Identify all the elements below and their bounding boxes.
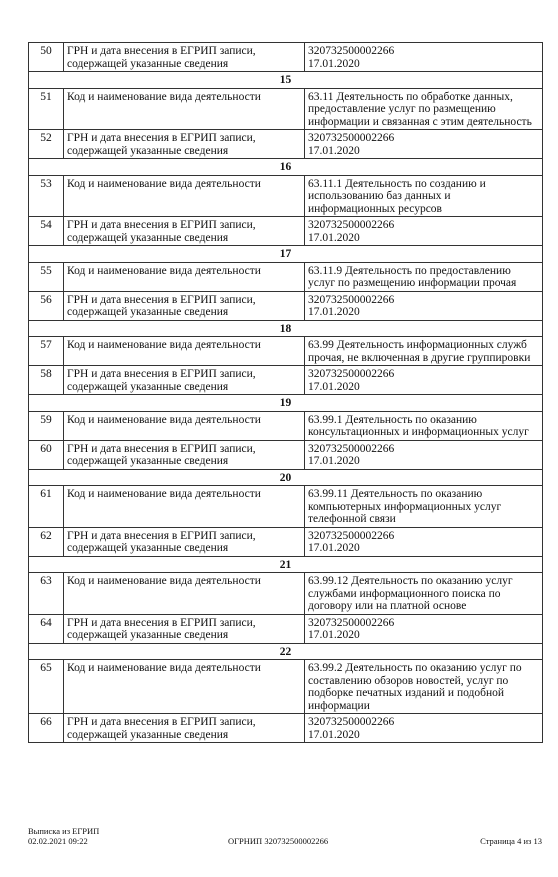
field-label: ГРН и дата внесения в ЕГРИП записи, содержащей указанные сведения	[64, 130, 305, 159]
field-value: 63.99.11 Деятельность по оказанию компьютерных информационных услуг телефонной связи	[305, 486, 543, 528]
field-value: 320732500002266 17.01.2020	[305, 366, 543, 395]
field-label: ГРН и дата внесения в ЕГРИП записи, содержащей указанные сведения	[64, 366, 305, 395]
record-row	[29, 88, 543, 130]
record-row	[29, 411, 543, 440]
field-label: Код и наименование вида деятельности	[64, 262, 305, 291]
row-number: 60	[29, 440, 64, 469]
record-row	[29, 291, 543, 320]
row-number: 54	[29, 217, 64, 246]
field-value: 320732500002266 17.01.2020	[305, 440, 543, 469]
section-number: 21	[29, 556, 543, 573]
section-header-row	[29, 72, 543, 89]
field-value: 320732500002266 17.01.2020	[305, 43, 543, 72]
field-label: Код и наименование вида деятельности	[64, 411, 305, 440]
footer-doc-title: Выписка из ЕГРИП	[28, 826, 100, 836]
section-header-row	[29, 320, 543, 337]
row-number: 62	[29, 527, 64, 556]
record-row	[29, 614, 543, 643]
record-row	[29, 573, 543, 615]
record-row	[29, 43, 543, 72]
field-label: ГРН и дата внесения в ЕГРИП записи, содержащей указанные сведения	[64, 614, 305, 643]
row-number: 56	[29, 291, 64, 320]
field-value: 320732500002266 17.01.2020	[305, 614, 543, 643]
field-label: ГРН и дата внесения в ЕГРИП записи, содержащей указанные сведения	[64, 527, 305, 556]
field-label: ГРН и дата внесения в ЕГРИП записи, содержащей указанные сведения	[64, 291, 305, 320]
section-number: 15	[29, 72, 543, 89]
field-value: 320732500002266 17.01.2020	[305, 291, 543, 320]
field-value: 63.99.1 Деятельность по оказанию консультационных и информационных услуг	[305, 411, 543, 440]
egrip-extract-table	[28, 42, 543, 743]
field-value: 320732500002266 17.01.2020	[305, 527, 543, 556]
row-number: 53	[29, 175, 64, 217]
footer-page-number: Страница 4 из 13	[480, 836, 542, 846]
section-number: 20	[29, 469, 543, 486]
field-value: 320732500002266 17.01.2020	[305, 217, 543, 246]
section-header-row	[29, 159, 543, 176]
row-number: 63	[29, 573, 64, 615]
section-number: 22	[29, 643, 543, 660]
record-row	[29, 486, 543, 528]
field-value: 63.11.1 Деятельность по созданию и использованию баз данных и информационных ресурсов	[305, 175, 543, 217]
field-value: 63.99.2 Деятельность по оказанию услуг по составлению обзоров новостей, услуг по подборке печатных изданий и подобной информации	[305, 660, 543, 714]
record-row	[29, 130, 543, 159]
row-number: 61	[29, 486, 64, 528]
record-row	[29, 440, 543, 469]
section-header-row	[29, 246, 543, 263]
section-header-row	[29, 643, 543, 660]
field-label: Код и наименование вида деятельности	[64, 573, 305, 615]
section-number: 19	[29, 395, 543, 412]
field-value: 63.11 Деятельность по обработке данных, предоставление услуг по размещению информации и связанная с этим деятельность	[305, 88, 543, 130]
row-number: 52	[29, 130, 64, 159]
field-label: ГРН и дата внесения в ЕГРИП записи, содержащей указанные сведения	[64, 217, 305, 246]
section-number: 17	[29, 246, 543, 263]
section-number: 18	[29, 320, 543, 337]
record-row	[29, 175, 543, 217]
field-label: Код и наименование вида деятельности	[64, 660, 305, 714]
row-number: 64	[29, 614, 64, 643]
record-row	[29, 660, 543, 714]
field-label: ГРН и дата внесения в ЕГРИП записи, содержащей указанные сведения	[64, 440, 305, 469]
record-row	[29, 714, 543, 743]
row-number: 55	[29, 262, 64, 291]
field-value: 320732500002266 17.01.2020	[305, 130, 543, 159]
field-label: Код и наименование вида деятельности	[64, 175, 305, 217]
section-header-row	[29, 556, 543, 573]
field-label: ГРН и дата внесения в ЕГРИП записи, содержащей указанные сведения	[64, 714, 305, 743]
field-label: Код и наименование вида деятельности	[64, 337, 305, 366]
row-number: 66	[29, 714, 64, 743]
row-number: 51	[29, 88, 64, 130]
table-body	[29, 43, 543, 743]
row-number: 59	[29, 411, 64, 440]
record-row	[29, 527, 543, 556]
field-label: Код и наименование вида деятельности	[64, 88, 305, 130]
record-row	[29, 262, 543, 291]
field-label: ГРН и дата внесения в ЕГРИП записи, содержащей указанные сведения	[64, 43, 305, 72]
footer-ogrnip: ОГРНИП 320732500002266	[228, 836, 329, 846]
field-value: 63.99.12 Деятельность по оказанию услуг службами информационного поиска по договору или на платной основе	[305, 573, 543, 615]
field-value: 63.11.9 Деятельность по предоставлению услуг по размещению информации прочая	[305, 262, 543, 291]
row-number: 65	[29, 660, 64, 714]
field-label: Код и наименование вида деятельности	[64, 486, 305, 528]
field-value: 320732500002266 17.01.2020	[305, 714, 543, 743]
footer-left	[28, 826, 99, 846]
row-number: 57	[29, 337, 64, 366]
row-number: 50	[29, 43, 64, 72]
footer-datetime: 02.02.2021 09:22	[28, 836, 88, 846]
row-number: 58	[29, 366, 64, 395]
section-number: 16	[29, 159, 543, 176]
section-header-row	[29, 469, 543, 486]
field-value: 63.99 Деятельность информационных служб прочая, не включенная в другие группировки	[305, 337, 543, 366]
record-row	[29, 366, 543, 395]
record-row	[29, 217, 543, 246]
section-header-row	[29, 395, 543, 412]
record-row	[29, 337, 543, 366]
